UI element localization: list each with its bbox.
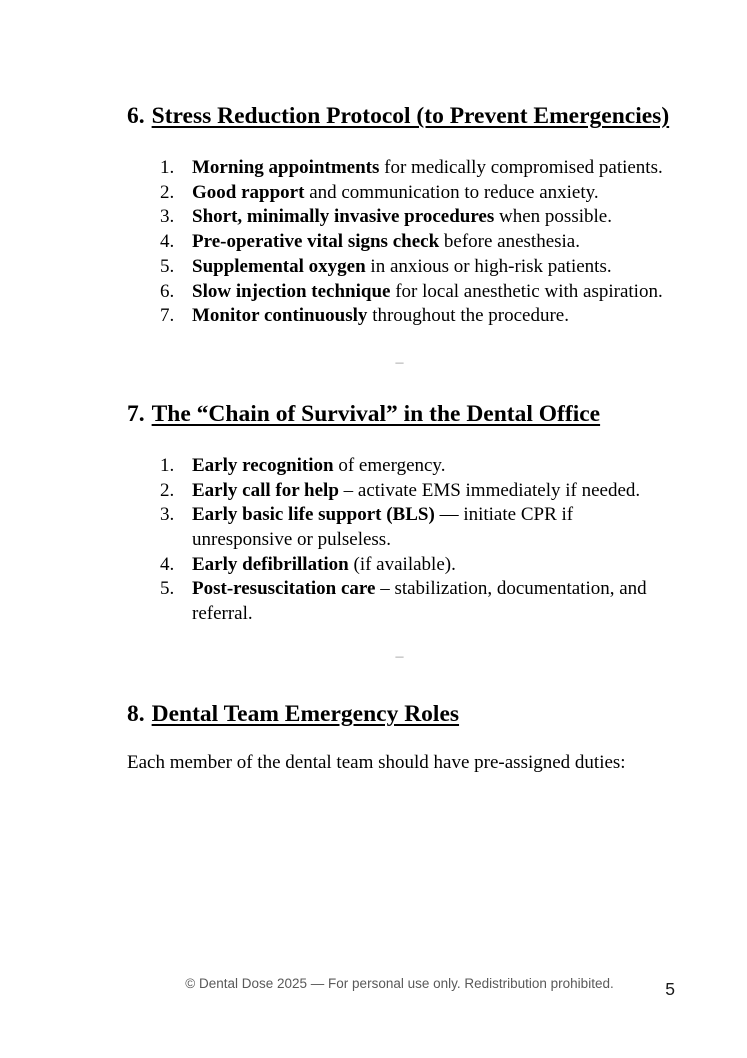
- list-marker: 2.: [160, 181, 175, 203]
- list-marker: 3.: [160, 206, 175, 228]
- list-item-text: [192, 503, 672, 552]
- list-marker: 1.: [160, 454, 175, 476]
- list-item-rest: before anesthesia.: [439, 231, 580, 253]
- list-item-bold: Early basic life support (BLS): [192, 504, 435, 526]
- section-7-number: 7.: [127, 400, 145, 427]
- list-item-text: [192, 255, 672, 280]
- list-item: [127, 454, 672, 479]
- list-marker: 7.: [160, 305, 175, 327]
- list-item-rest: in anxious or high-risk patients.: [365, 255, 612, 277]
- page-content: [127, 0, 672, 775]
- list-item-text: [192, 304, 672, 329]
- list-item: [127, 156, 672, 181]
- section-6-number: 6.: [127, 103, 145, 129]
- list-item-bold: Early defibrillation: [192, 553, 349, 575]
- list-item: [127, 181, 672, 206]
- list-item-text: [192, 454, 672, 479]
- list-item-rest: — initiate CPR if unresponsive or pulseless.: [192, 504, 574, 551]
- list-item-rest: for medically compromised patients.: [379, 157, 663, 178]
- list-item-bold: Post-resuscitation care: [192, 578, 376, 600]
- section-heading-8: [127, 700, 672, 728]
- section-7-title: The “Chain of Survival” in the Dental Office: [151, 400, 601, 427]
- list-marker: 1.: [160, 157, 175, 178]
- list-item: [127, 479, 672, 504]
- list-item-text: [192, 181, 672, 206]
- list-item-text: [192, 280, 672, 305]
- section-8-number: 8.: [127, 700, 145, 727]
- list-item: [127, 503, 672, 552]
- list-item-bold: Short, minimally invasive procedures: [192, 206, 495, 228]
- list-marker: 3.: [160, 504, 175, 526]
- list-marker: 4.: [160, 553, 175, 575]
- list-item-bold: Slow injection technique: [192, 280, 391, 302]
- list-item-bold: Good rapport: [192, 181, 305, 203]
- list-item-bold: Pre-operative vital signs check: [192, 231, 440, 253]
- list-item: [127, 553, 672, 578]
- list-item-text: [192, 479, 672, 504]
- list-item-text: [192, 230, 672, 255]
- footer-copyright: © Dental Dose 2025 — For personal use only. Redistribution prohibited.: [185, 976, 614, 991]
- section-heading-7: [127, 400, 672, 428]
- list-item-rest: of emergency.: [333, 454, 446, 476]
- section-separator: –: [395, 647, 404, 665]
- list-item-rest: – activate EMS immediately if needed.: [338, 479, 641, 501]
- list-marker: 4.: [160, 231, 175, 253]
- list-marker: 5.: [160, 578, 175, 600]
- list-item-text: [192, 205, 672, 230]
- list-item-rest: for local anesthetic with aspiration.: [390, 280, 663, 302]
- list-item-bold: Early call for help: [192, 479, 339, 501]
- section-heading-6: [127, 102, 672, 130]
- stress-protocol-list: [127, 156, 672, 329]
- list-item-rest: – stabilization, documentation, and referral.: [192, 578, 647, 625]
- list-item: [127, 577, 672, 626]
- list-marker: 2.: [160, 479, 175, 501]
- list-item: [127, 230, 672, 255]
- list-item-text: [192, 577, 672, 626]
- list-item-rest: (if available).: [348, 553, 456, 575]
- list-item-rest: throughout the procedure.: [367, 305, 569, 327]
- list-item-bold: Supplemental oxygen: [192, 255, 366, 277]
- list-item: [127, 255, 672, 280]
- page-number: 5: [665, 979, 675, 999]
- section-8-title: Dental Team Emergency Roles: [151, 700, 460, 727]
- list-item-text: [192, 553, 672, 578]
- list-item-bold: Early recognition: [192, 454, 334, 476]
- list-item-text: [192, 156, 672, 181]
- list-item: [127, 304, 672, 329]
- section-separator: –: [395, 353, 404, 371]
- list-item-bold: Morning appointments: [192, 157, 380, 178]
- list-item: [127, 280, 672, 305]
- chain-of-survival-list: [127, 454, 672, 627]
- list-item: [127, 205, 672, 230]
- list-marker: 6.: [160, 280, 175, 302]
- section-8-paragraph: Each member of the dental team should have pre-assigned duties:: [127, 751, 626, 773]
- list-item-rest: and communication to reduce anxiety.: [304, 181, 599, 203]
- list-marker: 5.: [160, 255, 175, 277]
- list-item-rest: when possible.: [494, 206, 612, 228]
- list-item-bold: Monitor continuously: [192, 305, 368, 327]
- section-6-title: Stress Reduction Protocol (to Prevent Emergencies): [151, 103, 670, 129]
